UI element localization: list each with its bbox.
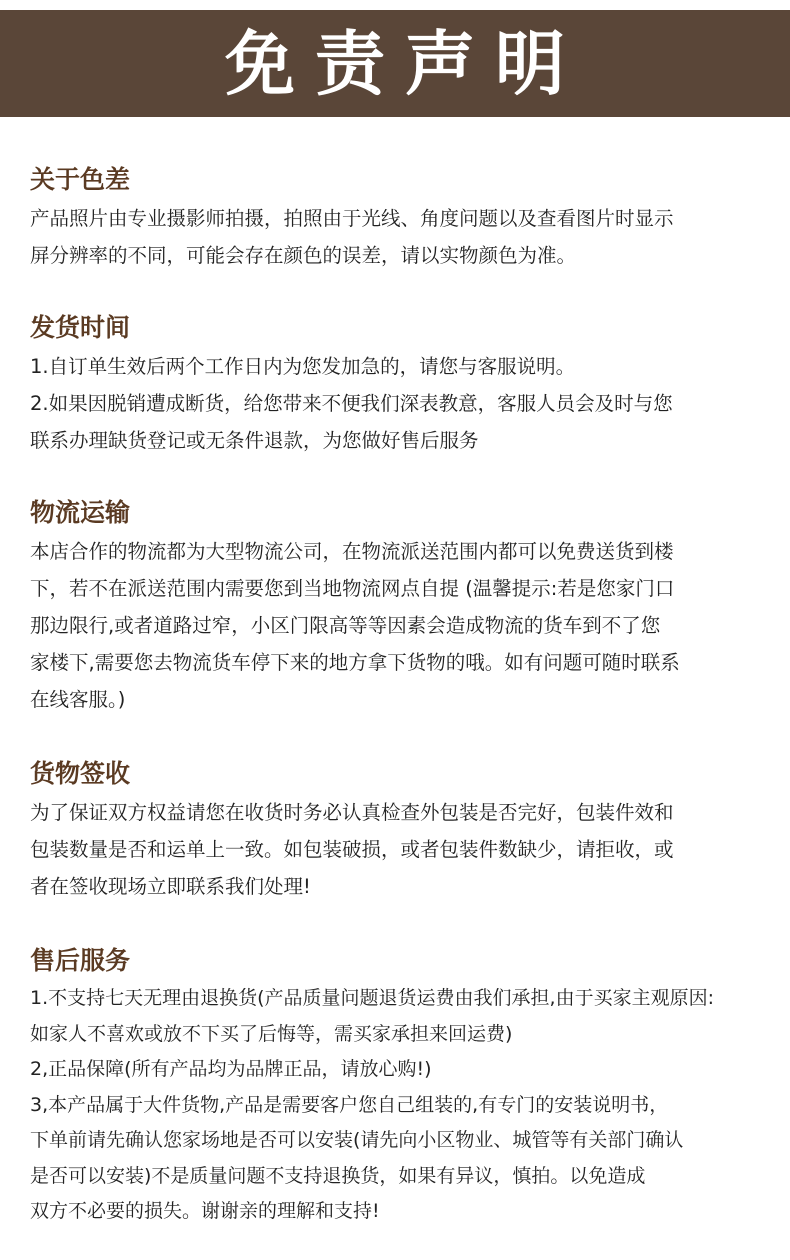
paragraph-line: 联系办理缺货登记或无条件退款，为您做好售后服务 <box>30 429 479 452</box>
paragraph-line: 1.自订单生效后两个工作日内为您发加急的，请您与客服说明。 <box>30 355 576 378</box>
section-goods-receipt <box>30 754 770 905</box>
paragraph-line: 本店合作的物流都为大型物流公司，在物流派送范围内都可以免费送货到楼 <box>30 540 674 563</box>
section-title: 物流运输 <box>30 498 131 527</box>
paragraph-line: 屏分辨率的不同，可能会存在颜色的误差，请以实物颜色为准。 <box>30 244 577 267</box>
paragraph-line: 在线客服。) <box>30 688 126 711</box>
paragraph-line: 为了保证双方权益请您在收货时务必认真检查外包装是否完好，包装件效和 <box>30 801 674 824</box>
section-title: 发货时间 <box>30 313 131 342</box>
paragraph-line: 2,正品保障(所有产品均为品牌正品，请放心购!) <box>30 1058 432 1080</box>
paragraph-line: 如家人不喜欢或放不下买了后悔等，需买家承担来回运费) <box>30 1022 513 1045</box>
paragraph-line: 那边限行,或者道路过窄，小区门限高等等因素会造成物流的货车到不了您 <box>30 614 661 637</box>
paragraph-line: 2.如果因脱销遭成断货，给您带来不便我们深表教意，客服人员会及时与您 <box>30 392 673 415</box>
section-title: 关于色差 <box>30 165 131 194</box>
section-logistics <box>30 493 770 718</box>
paragraph-line: 双方不必要的损失。谢谢亲的理解和支持! <box>30 1200 380 1222</box>
paragraph-line: 下单前请先确认您家场地是否可以安装(请先向小区物业、城管等有关部门确认 <box>30 1129 684 1151</box>
paragraph-line: 是否可以安装)不是质量问题不支持退换货，如果有异议，慎拍。以免造成 <box>30 1164 646 1187</box>
section-title: 售后服务 <box>30 946 131 975</box>
page-title: 免责声明 <box>225 22 585 105</box>
header-banner <box>0 10 790 117</box>
section-after-sales <box>30 941 770 1230</box>
paragraph-line: 1.不支持七天无理由退换货(产品质量问题退货运费由我们承担,由于买家主观原因: <box>30 987 714 1009</box>
paragraph-line: 者在签收现场立即联系我们处理! <box>30 875 311 898</box>
paragraph-line: 产品照片由专业摄影师拍摄，拍照由于光线、角度问题以及查看图片时显示 <box>30 207 674 230</box>
paragraph-line: 包装数量是否和运单上一致。如包装破损，或者包装件数缺少，请拒收，或 <box>30 838 674 861</box>
section-title: 货物签收 <box>30 759 131 788</box>
section-color-difference <box>30 160 770 274</box>
paragraph-line: 家楼下,需要您去物流货车停下来的地方拿下货物的哦。如有问题可随时联系 <box>30 651 680 674</box>
section-shipping-time <box>30 308 770 459</box>
paragraph-line: 3,本产品属于大件货物,产品是需要客户您自己组装的,有专门的安装说明书， <box>30 1093 669 1116</box>
disclaimer-content <box>30 160 770 1260</box>
paragraph-line: 下，若不在派送范围内需要您到当地物流网点自提 (温馨提示:若是您家门口 <box>30 577 675 600</box>
